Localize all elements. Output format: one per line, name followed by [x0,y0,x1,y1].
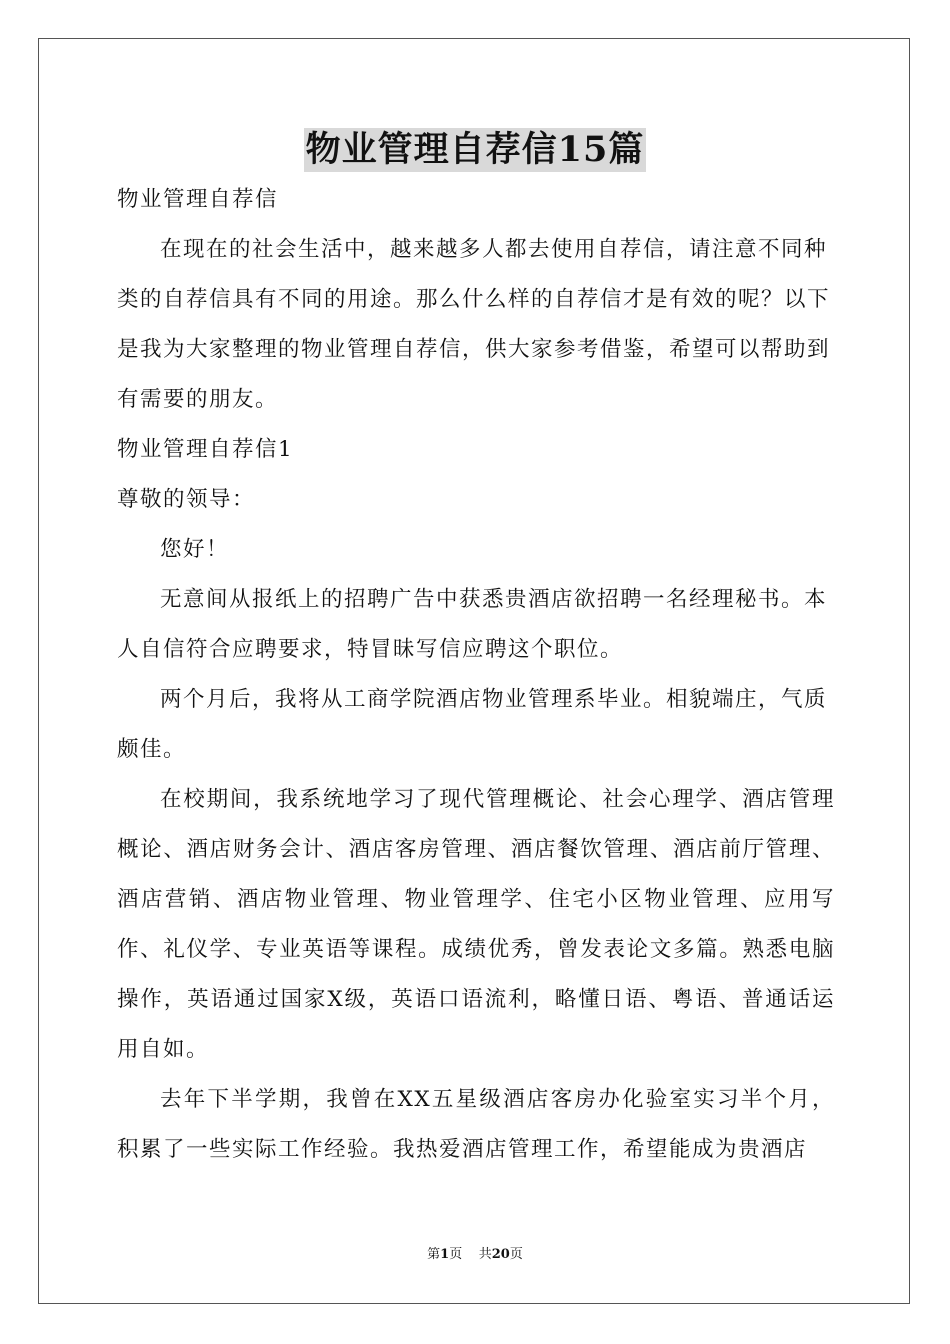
paragraph-subtitle: 物业管理自荐信 [117,187,279,212]
page-prefix: 第 [427,1247,441,1262]
paragraph-body-3: 在校期间，我系统地学习了现代管理概论、社会心理学、酒店管理概论、酒店财务会计、酒店客房管理、酒店餐饮管理、酒店前厅管理、酒店营销、酒店物业管理、物业管理学、住宅小区物业管理、应用写作、礼仪学、专业英语等课程。成绩优秀，曾发表论文多篇。熟悉电脑操作，英语通过国家X级，英语口语流利，略懂日语、粤语、普通话运用自如。 [117,787,835,1062]
paragraph-intro: 在现在的社会生活中，越来越多人都去使用自荐信，请注意不同种类的自荐信具有不同的用途。那么什么样的自荐信才是有效的呢？以下是我为大家整理的物业管理自荐信，供大家参考借鉴，希望可以帮助到有需要的朋友。 [117,237,831,412]
document-title: 物业管理自荐信15篇 [305,129,645,170]
paragraph-body-1: 无意间从报纸上的招聘广告中获悉贵酒店欲招聘一名经理秘书。本人自信符合应聘要求，特冒昧写信应聘这个职位。 [117,587,828,662]
paragraph-body-2: 两个月后，我将从工商学院酒店物业管理系毕业。相貌端庄，气质颇佳。 [117,687,828,762]
page-suffix: 页 [449,1247,463,1262]
total-prefix: 共 [478,1247,492,1262]
document-body [117,175,835,1175]
page-footer [0,1245,950,1265]
paragraph-body-4: 去年下半学期，我曾在XX五星级酒店客房办化验室实习半个月，积累了一些实际工作经验。我热爱酒店管理工作，希望能成为贵酒店 [117,1087,835,1162]
paragraph-greeting: 您好！ [160,537,230,562]
total-pages: 20 [491,1247,510,1262]
total-suffix: 页 [509,1247,523,1262]
title-container [0,128,950,172]
paragraph-letter-heading: 物业管理自荐信1 [117,437,294,462]
page-number: 1 [440,1247,450,1262]
paragraph-salutation: 尊敬的领导： [117,487,256,512]
